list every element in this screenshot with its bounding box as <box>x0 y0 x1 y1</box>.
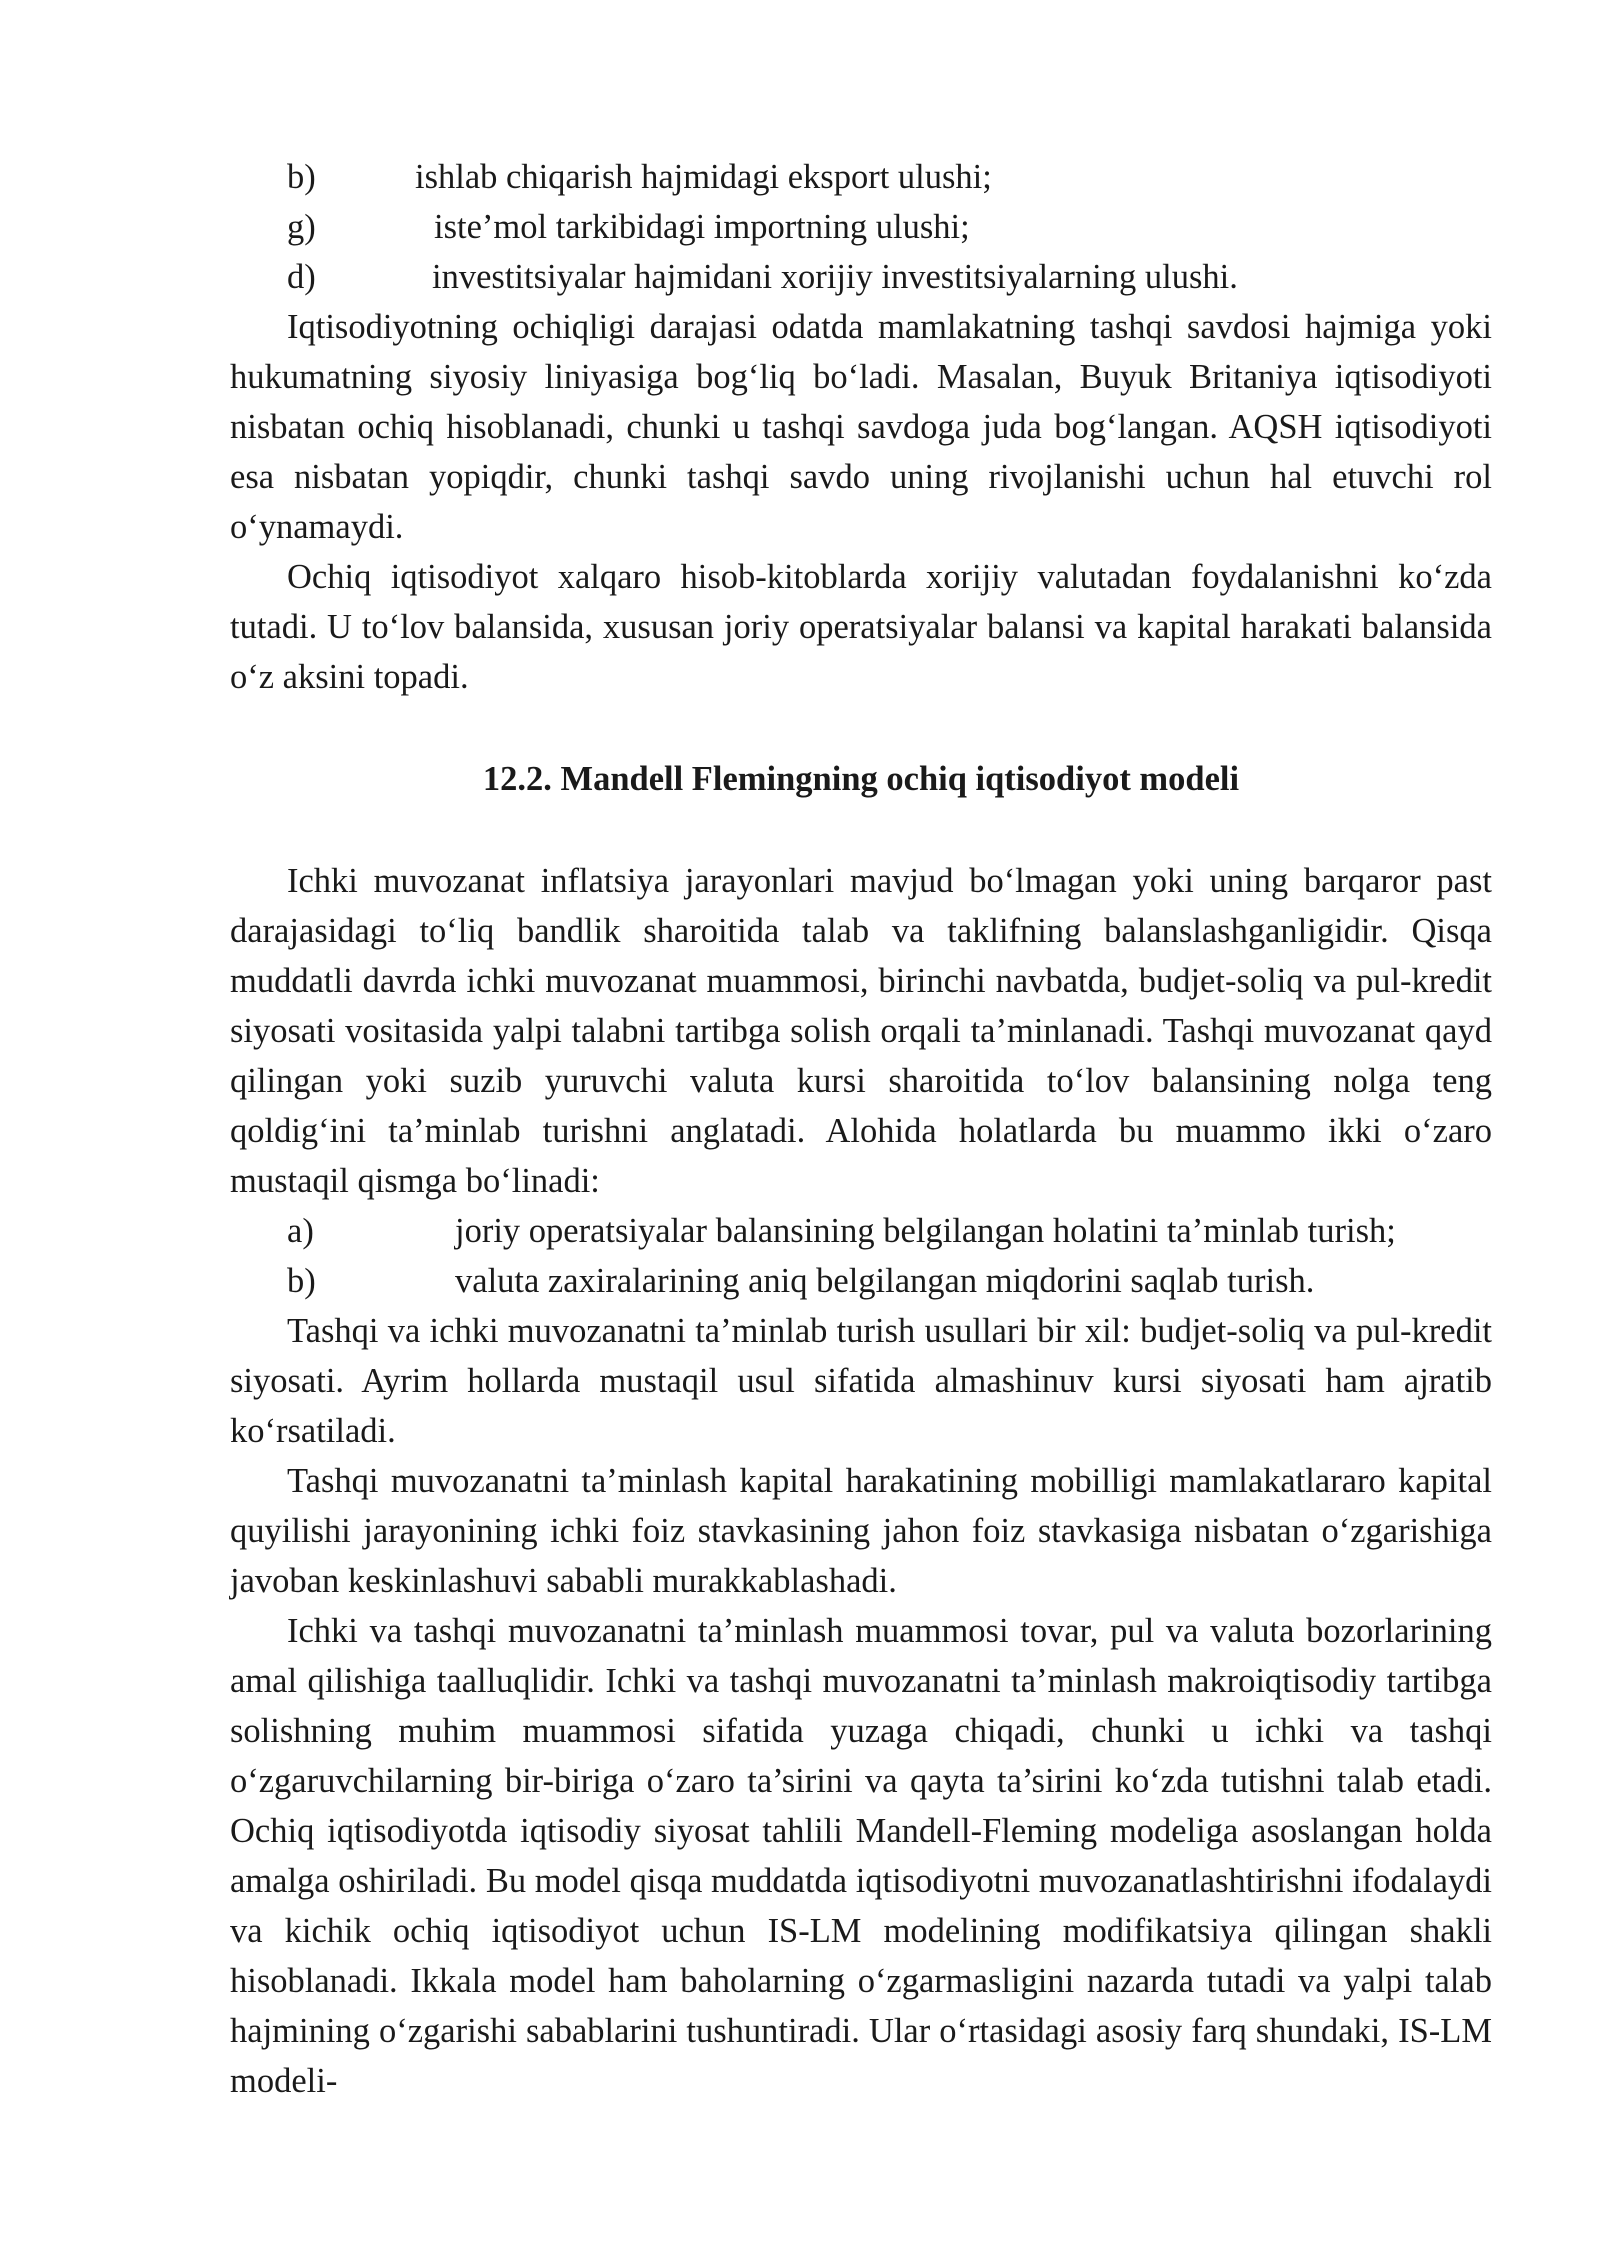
list-item <box>230 202 1492 252</box>
section-heading: 12.2. Mandell Flemingning ochiq iqtisodiyot modeli <box>482 760 1240 798</box>
list-text: joriy operatsiyalar balansining belgilangan holatini ta’minlab turish; <box>455 1212 1396 1250</box>
paragraph-open-economy: Ochiq iqtisodiyot xalqaro hisob-kitoblarda xorijiy valutadan foydalanishni ko‘zda tutadi. U to‘lov balansida, xususan joriy operatsiyalar balansi va kapital harakati balansida o‘z aksini topadi. <box>230 558 1492 696</box>
paragraph-internal-equilibrium: Ichki muvozanat inflatsiya jarayonlari mavjud bo‘lmagan yoki uning barqaror past darajasidagi to‘liq bandlik sharoitida talab va taklifning balanslashganligidir. Qisqa muddatli davrda ichki muvozanat muammosi, birinchi navbatda, budjet-soliq va pul-kredit siyosati vositasida yalpi talabni tartibga solish orqali ta’minlanadi. Tashqi muvozanat qayd qilingan yoki suzib yuruvchi valuta kursi sharoitida to‘lov balansining nolga teng qoldig‘ini ta’minlab turishni anglatadi. Alohida holatlarda bu muammo ikki o‘zaro mustaqil qismga bo‘linadi: <box>230 862 1492 1200</box>
paragraph-mundell-fleming: Ichki va tashqi muvozanatni ta’minlash muammosi tovar, pul va valuta bozorlarining amal qilishiga taalluqlidir. Ichki va tashqi muvozanatni ta’minlash makroiqtisodiy tartibga solishning muhim muammosi sifatida yuzaga chiqadi, chunki u ichki va tashqi o‘zgaruvchilarning bir-biriga o‘zaro ta’sirini va qayta ta’sirini ko‘zda tutishni talab etadi. Ochiq iqtisodiyotda iqtisodiy siyosat tahlili Mandell-Fleming modeliga asoslangan holda amalga oshiriladi. Bu model qisqa muddatda iqtisodiyotni muvozanatlashtirishni ifodalaydi va kichik ochiq iqtisodiyot uchun IS-LM modelining modifikatsiya qilingan shakli hisoblanadi. Ikkala model ham baholarning o‘zgarmasligini nazarda tutadi va yalpi talab hajmining o‘zgarishi sabablarini tushuntiradi. Ular o‘rtasidagi asosiy farq shundaki, IS-LM modeli- <box>230 1612 1492 2100</box>
list-marker: b) <box>287 158 316 196</box>
list-text: iste’mol tarkibidagi importning ulushi; <box>434 208 970 246</box>
paragraph-openness: Iqtisodiyotning ochiqligi darajasi odatda mamlakatning tashqi savdosi hajmiga yoki hukumatning siyosiy liniyasiga bog‘liq bo‘ladi. Masalan, Buyuk Britaniya iqtisodiyoti nisbatan ochiq hisoblanadi, chunki u tashqi savdoga juda bog‘langan. AQSH iqtisodiyoti esa nisbatan yopiqdir, chunki tashqi savdo uning rivojlanishi uchun hal etuvchi rol o‘ynamaydi. <box>230 308 1492 546</box>
list-marker: g) <box>287 208 316 246</box>
list-item <box>230 1256 1492 1306</box>
list-marker: d) <box>287 258 316 296</box>
list-marker: a) <box>287 1212 314 1250</box>
paragraph-methods: Tashqi va ichki muvozanatni ta’minlab turish usullari bir xil: budjet-soliq va pul-kredit siyosati. Ayrim hollarda mustaqil usul sifatida almashinuv kursi siyosati ham ajratib ko‘rsatiladi. <box>230 1312 1492 1450</box>
list-item <box>230 252 1492 302</box>
enumerated-list-top <box>230 152 1492 302</box>
document-page <box>230 152 1492 2106</box>
list-text: investitsiyalar hajmidani xorijiy investitsiyalarning ulushi. <box>432 258 1238 296</box>
enumerated-list-bottom <box>230 1206 1492 1306</box>
list-text: valuta zaxiralarining aniq belgilangan miqdorini saqlab turish. <box>455 1262 1315 1300</box>
list-item <box>230 152 1492 202</box>
list-item <box>230 1206 1492 1256</box>
list-marker: b) <box>287 1262 316 1300</box>
list-text: ishlab chiqarish hajmidagi eksport ulushi; <box>415 158 992 196</box>
paragraph-capital-mobility: Tashqi muvozanatni ta’minlash kapital harakatining mobilligi mamlakatlararo kapital quyilishi jarayonining ichki foiz stavkasining jahon foiz stavkasiga nisbatan o‘zgarishiga javoban keskinlashuvi sababli murakkablashadi. <box>230 1462 1492 1600</box>
